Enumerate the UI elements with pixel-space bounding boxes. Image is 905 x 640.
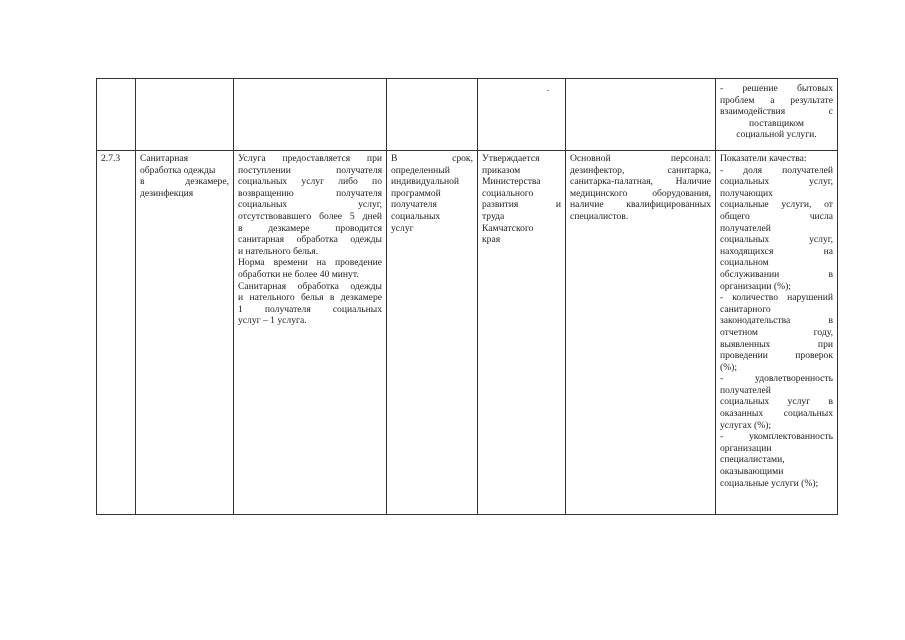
text-line: дезинфектор, санитарка,: [570, 164, 711, 176]
cell-prev-num: [97, 79, 136, 151]
text-line: в дезкамере проводится: [238, 222, 382, 234]
text-line: получателя: [391, 199, 437, 211]
cell-prev-conditions: [566, 79, 716, 151]
text-line: социальных услуг в: [720, 396, 833, 408]
service-number: 2.7.3: [101, 153, 121, 164]
cell-prev-term: [387, 79, 478, 151]
text-line: проведении проверок: [720, 350, 833, 362]
cell-service-basis: [478, 151, 566, 515]
text-line: отчетном году,: [720, 326, 833, 338]
text-line: Камчатского: [482, 222, 534, 234]
services-table: [96, 78, 838, 515]
text-line: законодательства в: [720, 315, 833, 327]
text-line: наличие квалифицированных: [570, 199, 711, 211]
text-line: социальном: [720, 257, 769, 269]
text-line: обработка одежды: [140, 164, 216, 176]
text-line: услуг: [391, 222, 414, 234]
text-line: социальных: [391, 210, 441, 222]
text-line: услуг – 1 услуга.: [238, 315, 307, 327]
text-line: приказом: [482, 164, 521, 176]
text-line: труда: [482, 210, 505, 222]
text-line: оказанных социальных: [720, 408, 833, 420]
cell-prev-description: [234, 79, 387, 151]
text-line: получателей: [720, 222, 771, 234]
text-line: социальные услуги (%);: [720, 477, 819, 489]
text-line: находящихся на: [720, 245, 833, 257]
text-line: медицинского оборудования,: [570, 187, 711, 199]
text-line: социального: [482, 187, 534, 199]
text-line: отсутствовавшего более 5 дней: [238, 210, 382, 222]
text-line: индивидуальной: [391, 176, 460, 188]
table-row-previous: [97, 79, 838, 151]
text-line: и нательного белья в дезкамере: [238, 292, 382, 304]
text-line: социальных услуг либо по: [238, 176, 382, 188]
text-line: - укомплектованность: [720, 431, 833, 443]
text-line: обработки не более 40 минут.: [238, 268, 359, 280]
cell-prev-name: [136, 79, 234, 151]
text-line: Показатели качества:: [720, 153, 807, 164]
text-line: специалистами,: [720, 454, 785, 466]
text-line: социальных услуг,: [238, 199, 382, 211]
text-line: программой: [391, 187, 441, 199]
text-line: организации (%);: [720, 280, 791, 292]
text-line: услугах (%);: [720, 419, 772, 431]
text-line: общего числа: [720, 210, 833, 222]
text-line: дезинфекция: [140, 187, 194, 199]
text-line: социальные услуги, от: [720, 199, 833, 211]
text-line: выявленных при: [720, 338, 833, 350]
cell-service-number: [97, 151, 136, 515]
text-line: социальных услуг,: [720, 176, 833, 188]
cell-service-conditions: [566, 151, 716, 515]
text-line: - доля получателей: [720, 164, 833, 176]
text-line: оказывающими: [720, 466, 784, 478]
text-line: Утверждается: [482, 153, 540, 164]
cell-service-name: [136, 151, 234, 515]
text-line: - решение бытовых: [720, 83, 833, 94]
text-line: специалистов.: [570, 210, 629, 222]
table-row-2-7-3: [97, 151, 838, 515]
text-line: и нательного белья.: [238, 245, 319, 257]
text-line: социальной услуги.: [736, 129, 817, 141]
text-line: Услуга предоставляется при: [238, 153, 382, 164]
text-line: Норма времени на проведение: [238, 257, 382, 269]
scan-speck: [547, 90, 549, 91]
text-line: санитарка-палатная, Наличие: [570, 176, 711, 188]
text-line: санитарная обработка одежды: [238, 234, 382, 246]
text-line: Санитарная обработка одежды: [238, 280, 382, 292]
text-line: - количество нарушений: [720, 292, 833, 304]
text-line: 1 получателя социальных: [238, 303, 382, 315]
text-line: в дезкамере,: [140, 176, 229, 188]
text-line: проблем а результате: [720, 94, 833, 106]
cell-prev-indicators: [716, 79, 838, 151]
cell-service-indicators: [716, 151, 838, 515]
text-line: поставщиком: [749, 117, 804, 129]
cell-prev-basis: [478, 79, 566, 151]
text-line: Санитарная: [140, 153, 189, 164]
text-line: определенный: [391, 164, 450, 176]
text-line: получающих: [720, 187, 773, 199]
text-line: развития и: [482, 199, 561, 211]
text-line: организации: [720, 442, 772, 454]
text-line: получателей: [720, 384, 771, 396]
cell-service-description: [234, 151, 387, 515]
text-line: обслуживании в: [720, 268, 833, 280]
text-line: (%);: [720, 361, 738, 373]
text-line: взаимодействия с: [720, 106, 833, 118]
text-line: В срок,: [391, 153, 473, 164]
text-line: поступлении получателя: [238, 164, 382, 176]
text-line: социальных услуг,: [720, 234, 833, 246]
text-line: Министерства: [482, 176, 541, 188]
text-line: Основной персонал:: [570, 153, 711, 164]
cell-service-term: [387, 151, 478, 515]
text-line: возвращению получателя: [238, 187, 382, 199]
text-line: санитарного: [720, 303, 771, 315]
text-line: края: [482, 234, 501, 246]
text-line: - удовлетворенность: [720, 373, 833, 385]
